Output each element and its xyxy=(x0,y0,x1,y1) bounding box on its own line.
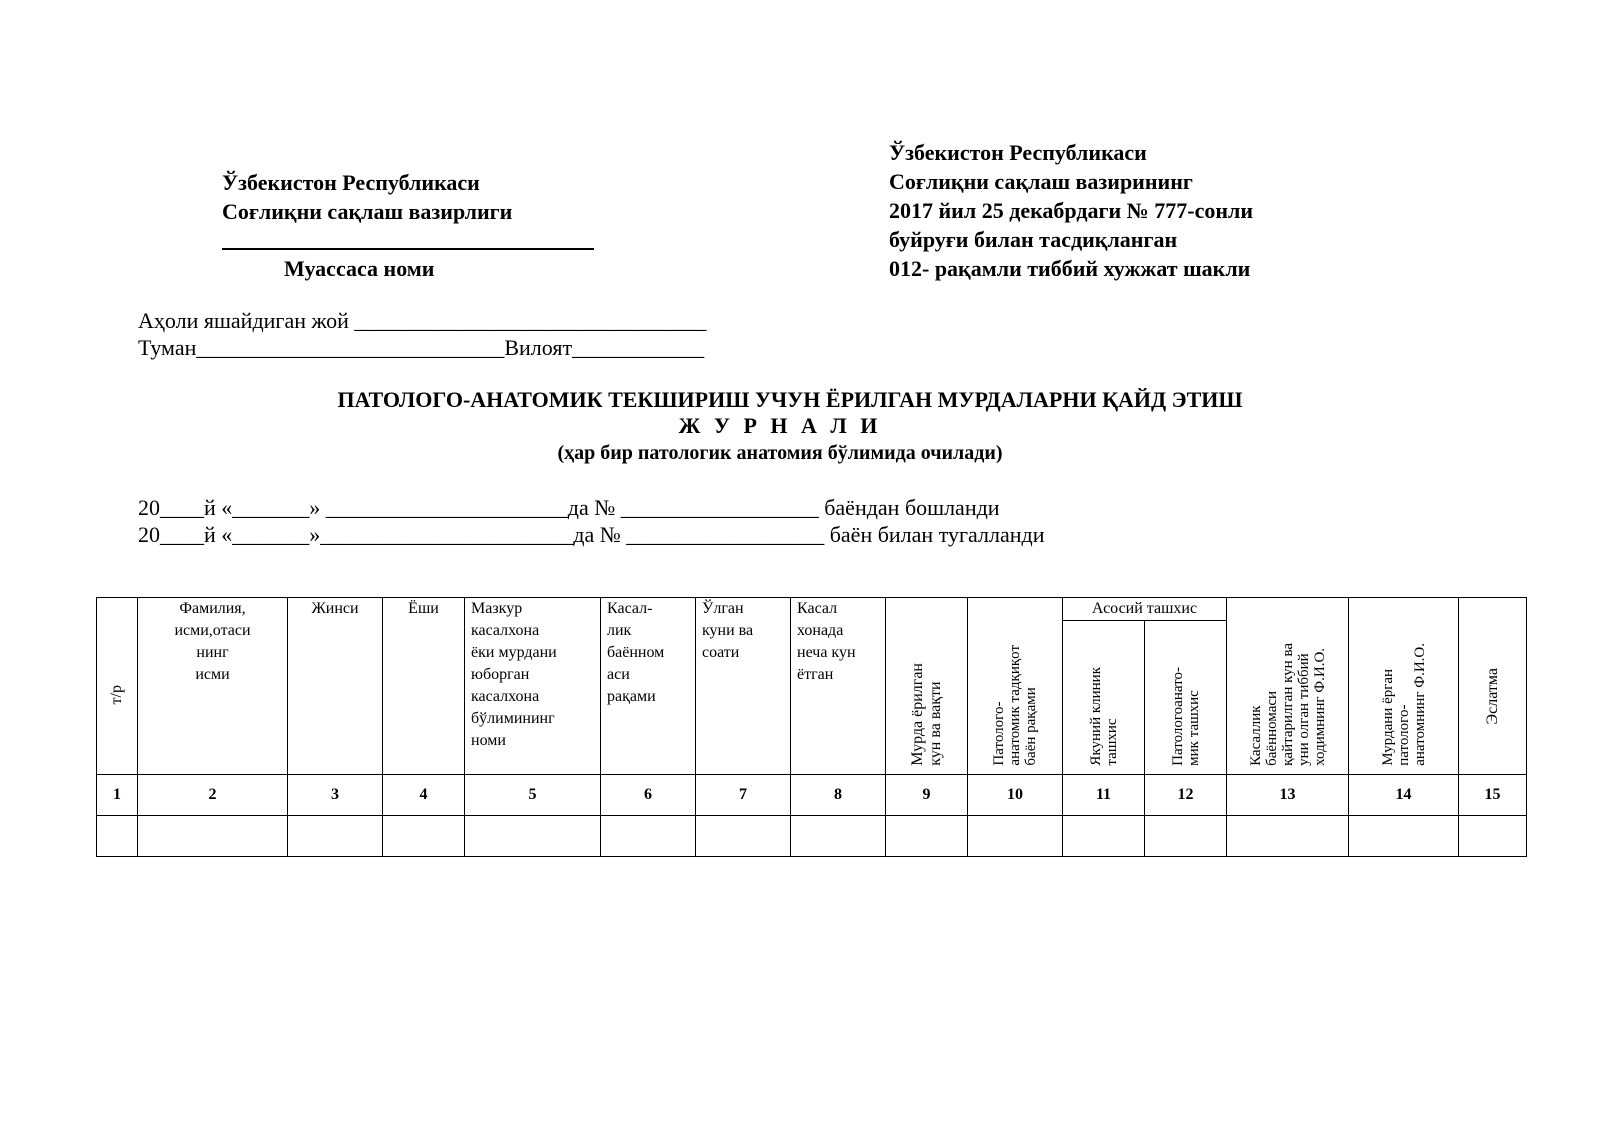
header-cell xyxy=(886,598,968,775)
approval-line-1: Ўзбекистон Республикаси xyxy=(889,140,1147,165)
header-text: т/р xyxy=(108,684,125,704)
header-cell xyxy=(968,598,1063,775)
header-text: Касал хонада неча кун ётган xyxy=(797,600,856,683)
table-row xyxy=(97,816,1527,857)
header-text: Ёши xyxy=(408,600,439,617)
table-cell[interactable] xyxy=(138,816,288,857)
table-cell[interactable] xyxy=(886,816,968,857)
header-text: Асосий ташхис xyxy=(1091,600,1198,617)
main-diagnosis-group-header xyxy=(1063,598,1227,621)
header-row xyxy=(97,598,1527,621)
header-cell xyxy=(1227,598,1349,775)
table-cell[interactable] xyxy=(968,816,1063,857)
column-number: 5 xyxy=(465,775,601,816)
column-number: 12 xyxy=(1145,775,1227,816)
header-text: Касаллик баённомаси қайтарилган кун ва уни олган тиббий ходимнинг Ф.И.О. xyxy=(1247,643,1328,766)
column-number: 13 xyxy=(1227,775,1349,816)
institution-label: Муассаса номи xyxy=(284,256,435,281)
table-cell[interactable] xyxy=(465,816,601,857)
ministry-header xyxy=(222,168,594,283)
approval-header xyxy=(889,138,1253,283)
location-fields xyxy=(138,307,706,361)
settlement-field[interactable]: Аҳоли яшайдиган жой ________________________________ xyxy=(138,308,707,333)
column-number: 9 xyxy=(886,775,968,816)
table-cell[interactable] xyxy=(696,816,791,857)
institution-name-field[interactable] xyxy=(222,226,594,250)
table-cell[interactable] xyxy=(601,816,696,857)
header-cell xyxy=(1459,598,1527,775)
header-cell xyxy=(138,598,288,775)
column-number-row xyxy=(97,775,1527,816)
header-cell xyxy=(1349,598,1459,775)
approval-line-2: Соғлиқни сақлаш вазирининг xyxy=(889,169,1193,194)
column-number: 1 xyxy=(97,775,138,816)
header-text: Мазкур касалхона ёки мурдани юборган касалхона бўлимининг номи xyxy=(471,600,557,749)
registration-journal-table xyxy=(96,597,1527,857)
column-number: 10 xyxy=(968,775,1063,816)
document-note: (ҳар бир патологик анатомия бўлимида очилади) xyxy=(557,442,1003,464)
document-subtitle: Ж У Р Н А Л И xyxy=(678,413,882,438)
header-cell xyxy=(1145,621,1227,775)
approval-line-3: 2017 йил 25 декабрдаги № 777-сонли xyxy=(889,198,1254,223)
header-text: Жинси xyxy=(311,600,359,617)
table-cell[interactable] xyxy=(1145,816,1227,857)
table-cell[interactable] xyxy=(1063,816,1145,857)
document-title: ПАТОЛОГО-АНАТОМИК ТЕКШИРИШ УЧУН ЁРИЛГАН МУРДАЛАРНИ ҚАЙД ЭТИШ xyxy=(337,387,1243,412)
table-cell[interactable] xyxy=(1459,816,1527,857)
header-text: Патологоанато- мик ташхис xyxy=(1169,667,1202,766)
column-number: 15 xyxy=(1459,775,1527,816)
header-text: Эслатма xyxy=(1483,667,1501,724)
approval-line-5: 012- рақамли тиббий хужжат шакли xyxy=(889,256,1251,281)
header-cell xyxy=(1063,621,1145,775)
table-cell[interactable] xyxy=(1349,816,1459,857)
column-number: 2 xyxy=(138,775,288,816)
header-cell xyxy=(791,598,886,775)
column-number: 11 xyxy=(1063,775,1145,816)
header-text: Ўлган куни ва соати xyxy=(702,600,754,661)
table-cell[interactable] xyxy=(97,816,138,857)
header-cell xyxy=(288,598,383,775)
header-cell xyxy=(465,598,601,775)
table-cell[interactable] xyxy=(383,816,465,857)
column-number: 8 xyxy=(791,775,886,816)
header-text: Мурдани ёрган патолого- анатомнинг Ф.И.О. xyxy=(1379,643,1428,766)
column-number: 3 xyxy=(288,775,383,816)
header-text: Фамилия, исми,отаси нинг исми xyxy=(174,600,251,683)
header-text: Мурда ёрилган кун ва вақти xyxy=(908,663,944,766)
end-date-field[interactable]: 20____й «_______»_______________________да № __________________ баён билан тугалланди xyxy=(138,522,1045,547)
column-number: 6 xyxy=(601,775,696,816)
ministry-name: Соғлиқни сақлаш вазирлиги xyxy=(222,199,513,224)
column-number: 14 xyxy=(1349,775,1459,816)
header-text: Патолого- анатомик тадқиқот баён рақами xyxy=(991,645,1039,766)
table-cell[interactable] xyxy=(1227,816,1349,857)
approval-line-4: буйруғи билан тасдиқланган xyxy=(889,227,1178,252)
header-cell xyxy=(97,598,138,775)
header-cell xyxy=(696,598,791,775)
start-date-field[interactable]: 20____й «_______» ______________________да № __________________ баёндан бошланди xyxy=(138,495,1000,520)
header-cell xyxy=(601,598,696,775)
header-text: Касал- лик баённом аси рақами xyxy=(607,600,665,705)
ministry-country: Ўзбекистон Республикаси xyxy=(222,170,480,195)
header-cell xyxy=(383,598,465,775)
table-cell[interactable] xyxy=(288,816,383,857)
column-number: 4 xyxy=(383,775,465,816)
journal-dates xyxy=(138,494,1044,548)
column-number: 7 xyxy=(696,775,791,816)
district-region-field[interactable]: Туман____________________________Вилоят____________ xyxy=(138,335,705,360)
table-cell[interactable] xyxy=(791,816,886,857)
document-title-block xyxy=(0,387,1600,467)
header-text: Якуний клиник ташхис xyxy=(1087,667,1120,766)
